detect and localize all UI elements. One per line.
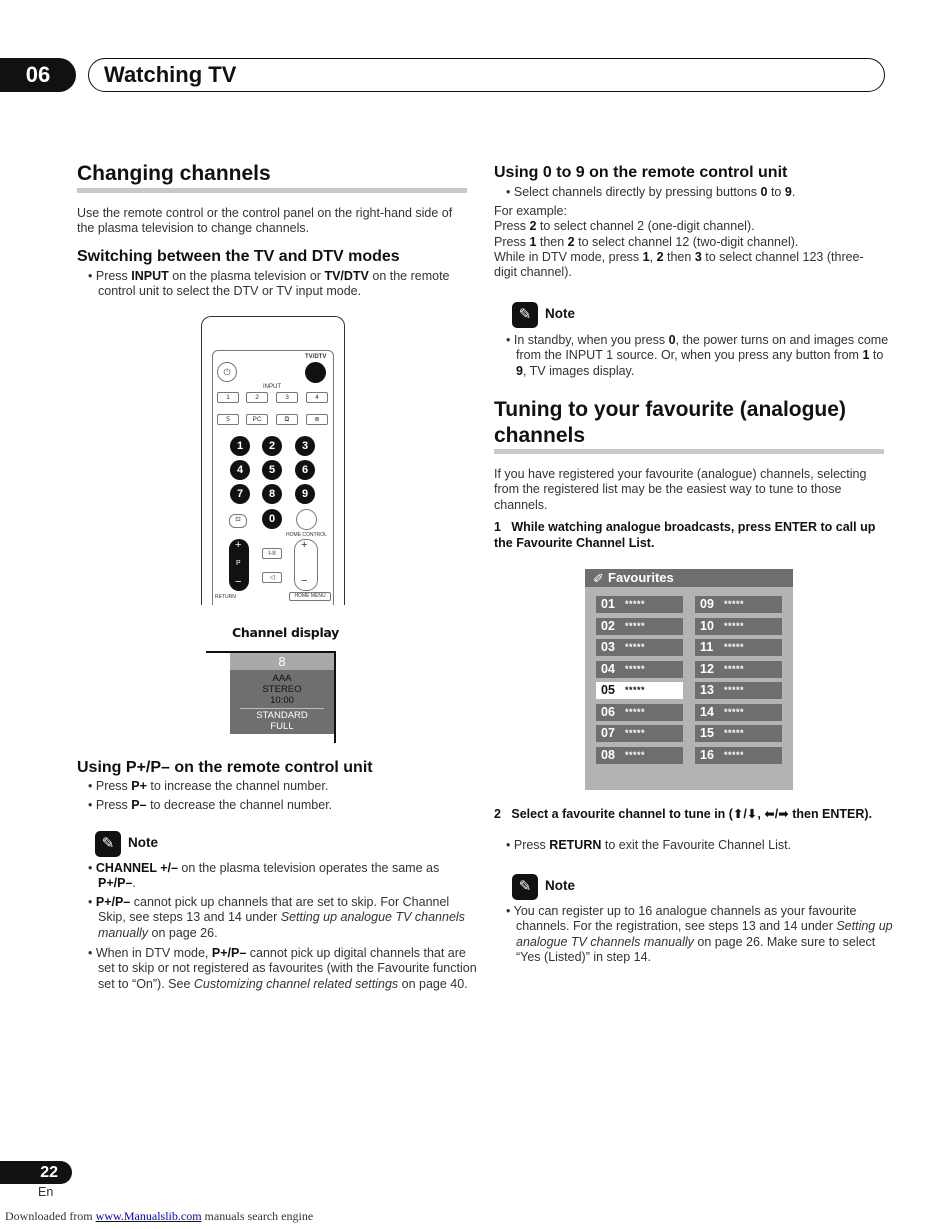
- tuning-intro: If you have registered your favourite (analogue) channels, selecting from the registered list may be the easiest way to tune to those channels.: [494, 467, 867, 512]
- favourite-channel-item[interactable]: [695, 747, 782, 764]
- favourite-channel-number: 10: [700, 618, 714, 633]
- favourite-channel-item[interactable]: [695, 618, 782, 635]
- favourite-channel-name: *****: [724, 642, 745, 652]
- mute-icon: ◁: [262, 572, 282, 583]
- favourite-channel-name: *****: [625, 620, 646, 631]
- note2-bullet: • In standby, when you press 0, the power turns on and images come from the INPUT 1 source. Or, when you press any button from 1 to 9, TV images display.: [506, 333, 896, 379]
- subheading-using-0-9: Using 0 to 9 on the remote control unit: [494, 164, 788, 181]
- favourite-channel-number: 09: [700, 597, 714, 611]
- number-button-9: 9: [295, 484, 315, 504]
- pencil-icon: ✎: [95, 831, 121, 857]
- subheading-using-p: Using P+/P– on the remote control unit: [77, 759, 373, 776]
- section-title-changing-channels: Changing channels: [77, 162, 271, 185]
- channel-display-audio: STEREO: [262, 684, 302, 695]
- favourite-channel-name: *****: [724, 663, 745, 674]
- favourite-channel-number: 01: [601, 597, 615, 611]
- favourite-channel-number: 06: [601, 704, 615, 719]
- favourite-channel-name: *****: [625, 728, 646, 738]
- note3-bullet: • You can register up to 16 analogue channels as your favourite channels. For the registration, see steps 13 and 14 under Setting up analogue TV channels manually on page 26. Make sure to select “Yes (Listed)” in step 14.: [506, 904, 896, 965]
- favourite-channel-name: *****: [625, 685, 646, 695]
- input-key-5: 5: [217, 414, 239, 425]
- manualslib-link[interactable]: www.Manualslib.com: [95, 1209, 202, 1223]
- channel-p-label: P: [236, 560, 241, 567]
- channel-plus-icon: +: [235, 539, 242, 551]
- favourite-channel-name: *****: [625, 663, 646, 674]
- section-rule: [494, 449, 884, 454]
- favourite-channel-item[interactable]: [596, 682, 683, 699]
- number-button-4: 4: [230, 460, 250, 480]
- note-heading-3: [512, 874, 612, 900]
- channel-display-time: 10:00: [270, 695, 294, 706]
- favourite-channel-item[interactable]: [695, 682, 782, 699]
- favourite-channel-number: 15: [700, 726, 714, 740]
- channel-display-frame-right: [334, 651, 336, 743]
- favourite-channel-number: 12: [700, 661, 714, 676]
- aspect-key: ⊕: [306, 414, 328, 425]
- favourite-channel-name: *****: [724, 620, 745, 631]
- favourite-channel-number: 08: [601, 747, 615, 762]
- return-label: RETURN: [215, 594, 236, 600]
- number-button-5: 5: [262, 460, 282, 480]
- favourite-channel-name: *****: [724, 685, 745, 695]
- favourite-channel-name: *****: [724, 599, 745, 609]
- note-heading-1: [95, 831, 195, 857]
- subheading-switching: Switching between the TV and DTV modes: [77, 248, 400, 265]
- favourite-channel-name: *****: [625, 642, 646, 652]
- favourite-channel-number: 07: [601, 726, 615, 740]
- favourite-channel-name: *****: [724, 728, 745, 738]
- input-key-1: 1: [217, 392, 239, 403]
- favourite-channel-name: *****: [625, 599, 646, 609]
- favourite-channel-number: 03: [601, 640, 615, 654]
- remote-control-illustration: [201, 316, 345, 605]
- chapter-number-badge: 06: [0, 58, 76, 92]
- channel-minus-icon: −: [235, 576, 242, 588]
- number-button-6: 6: [295, 460, 315, 480]
- chapter-title: Watching TV: [104, 62, 237, 87]
- pencil-icon: ✎: [512, 874, 538, 900]
- number-button-2: 2: [262, 436, 282, 456]
- input-key-4: 4: [306, 392, 328, 403]
- favourite-channel-item[interactable]: [695, 596, 782, 613]
- using-p-bullet-2: • Press P– to decrease the channel number.: [88, 798, 478, 813]
- switching-bullet: • Press INPUT on the plasma television or TV/DTV on the remote control unit to select the DTV or TV input mode.: [88, 269, 478, 300]
- favourite-channel-item[interactable]: [695, 704, 782, 721]
- info-key: ⊡: [229, 514, 247, 528]
- using09-examples: For example: Press 2 to select channel 2 (one-digit channel). Press 1 then 2 to select channel 12 (two-digit channel). While in DTV mode, press 1, 2 then 3 to select channel 123 (three-digit channel).: [494, 204, 864, 280]
- number-button-1: 1: [230, 436, 250, 456]
- favourite-channel-number: 02: [601, 618, 615, 633]
- note-label: Note: [128, 835, 158, 850]
- favourite-channel-item[interactable]: [596, 725, 683, 742]
- favourite-channel-item[interactable]: [695, 661, 782, 678]
- home-control-label: HOME CONTROL: [286, 532, 327, 538]
- step2-bullet: • Press RETURN to exit the Favourite Channel List.: [506, 838, 896, 853]
- pencil-icon: ✎: [512, 302, 538, 328]
- favourite-channel-number: 13: [700, 683, 714, 697]
- favourite-channel-number: 16: [700, 747, 714, 762]
- remote-panel: [212, 350, 334, 605]
- input-label: INPUT: [263, 384, 281, 390]
- favourite-channel-item[interactable]: [596, 596, 683, 613]
- favourites-title: Favourites: [608, 570, 674, 585]
- volume-plus-icon: +: [301, 539, 308, 551]
- page-language: En: [38, 1185, 54, 1199]
- section-rule: [77, 188, 467, 193]
- number-button-0: 0: [262, 509, 282, 529]
- channel-display-caption: Channel display: [232, 625, 340, 640]
- favourite-channel-name: *****: [625, 749, 646, 760]
- screen-mode-key: ⧉: [276, 414, 298, 425]
- power-icon: ⏻: [217, 362, 237, 382]
- input-key-3: 3: [276, 392, 298, 403]
- note1-bullet-2: • P+/P– cannot pick up channels that are set to skip. For Channel Skip, see steps 13 and 14 under Setting up analogue TV channels manually on page 26.: [88, 895, 478, 941]
- favourite-icon: ✐: [593, 571, 604, 586]
- using09-bullet: • Select channels directly by pressing buttons 0 to 9.: [506, 185, 896, 200]
- input-key-2: 2: [246, 392, 268, 403]
- favourite-channel-item[interactable]: [596, 618, 683, 635]
- download-footer: Downloaded from www.Manualslib.com manuals search engine: [5, 1209, 314, 1223]
- channel-display-divider: [240, 708, 324, 709]
- home-control-button: [296, 509, 317, 530]
- tv-dtv-label: TV/DTV: [305, 354, 327, 360]
- number-button-3: 3: [295, 436, 315, 456]
- page-number-badge: 22: [0, 1161, 72, 1184]
- home-menu-label: HOME MENU: [289, 592, 331, 601]
- favourite-channel-item[interactable]: [596, 704, 683, 721]
- favourite-channel-name: *****: [724, 706, 745, 717]
- input-key-pc: PC: [246, 414, 268, 425]
- favourite-channel-number: 11: [700, 640, 714, 654]
- number-button-7: 7: [230, 484, 250, 504]
- section-title-tuning: Tuning to your favourite (analogue) channels: [494, 398, 846, 447]
- channel-display-number: 8: [230, 653, 334, 670]
- favourite-channel-number: 04: [601, 661, 615, 676]
- changing-intro: Use the remote control or the control panel on the right-hand side of the plasma television to change channels.: [77, 206, 453, 236]
- note-heading-2: [512, 302, 612, 328]
- note1-bullet-3: • When in DTV mode, P+/P– cannot pick up digital channels that are set to skip or not registered as favourites (with the Favourite function set to “On”). See Customizing channel related settings on page 40.: [88, 946, 478, 992]
- number-button-8: 8: [262, 484, 282, 504]
- favourite-channel-item[interactable]: [695, 639, 782, 656]
- favourite-channel-number: 14: [700, 704, 714, 719]
- i-ii-key: I-II: [262, 548, 282, 559]
- tv-dtv-button: [305, 362, 326, 383]
- step-2: 2 Select a favourite channel to tune in (⬆/⬇, ⬅/➡ then ENTER).: [494, 807, 873, 821]
- note1-bullet-1: • CHANNEL +/– on the plasma television operates the same as P+/P–.: [88, 861, 478, 892]
- channel-display-name: AAA: [272, 673, 292, 684]
- channel-display-screen-size: FULL: [270, 721, 294, 732]
- volume-minus-icon: −: [301, 575, 308, 587]
- favourite-channel-name: *****: [625, 706, 646, 717]
- channel-display-picture-mode: STANDARD: [256, 710, 308, 721]
- using-p-bullet-1: • Press P+ to increase the channel number.: [88, 779, 478, 794]
- note-label: Note: [545, 306, 575, 321]
- favourite-channel-name: *****: [724, 749, 745, 760]
- favourite-channel-number: 05: [601, 683, 615, 697]
- favourite-channel-item[interactable]: [596, 661, 683, 678]
- favourite-channel-item[interactable]: [596, 639, 683, 656]
- favourite-channel-item[interactable]: [695, 725, 782, 742]
- step-1: 1 While watching analogue broadcasts, press ENTER to call up the Favourite Channel List.: [494, 520, 876, 550]
- favourite-channel-item[interactable]: [596, 747, 683, 764]
- note-label: Note: [545, 878, 575, 893]
